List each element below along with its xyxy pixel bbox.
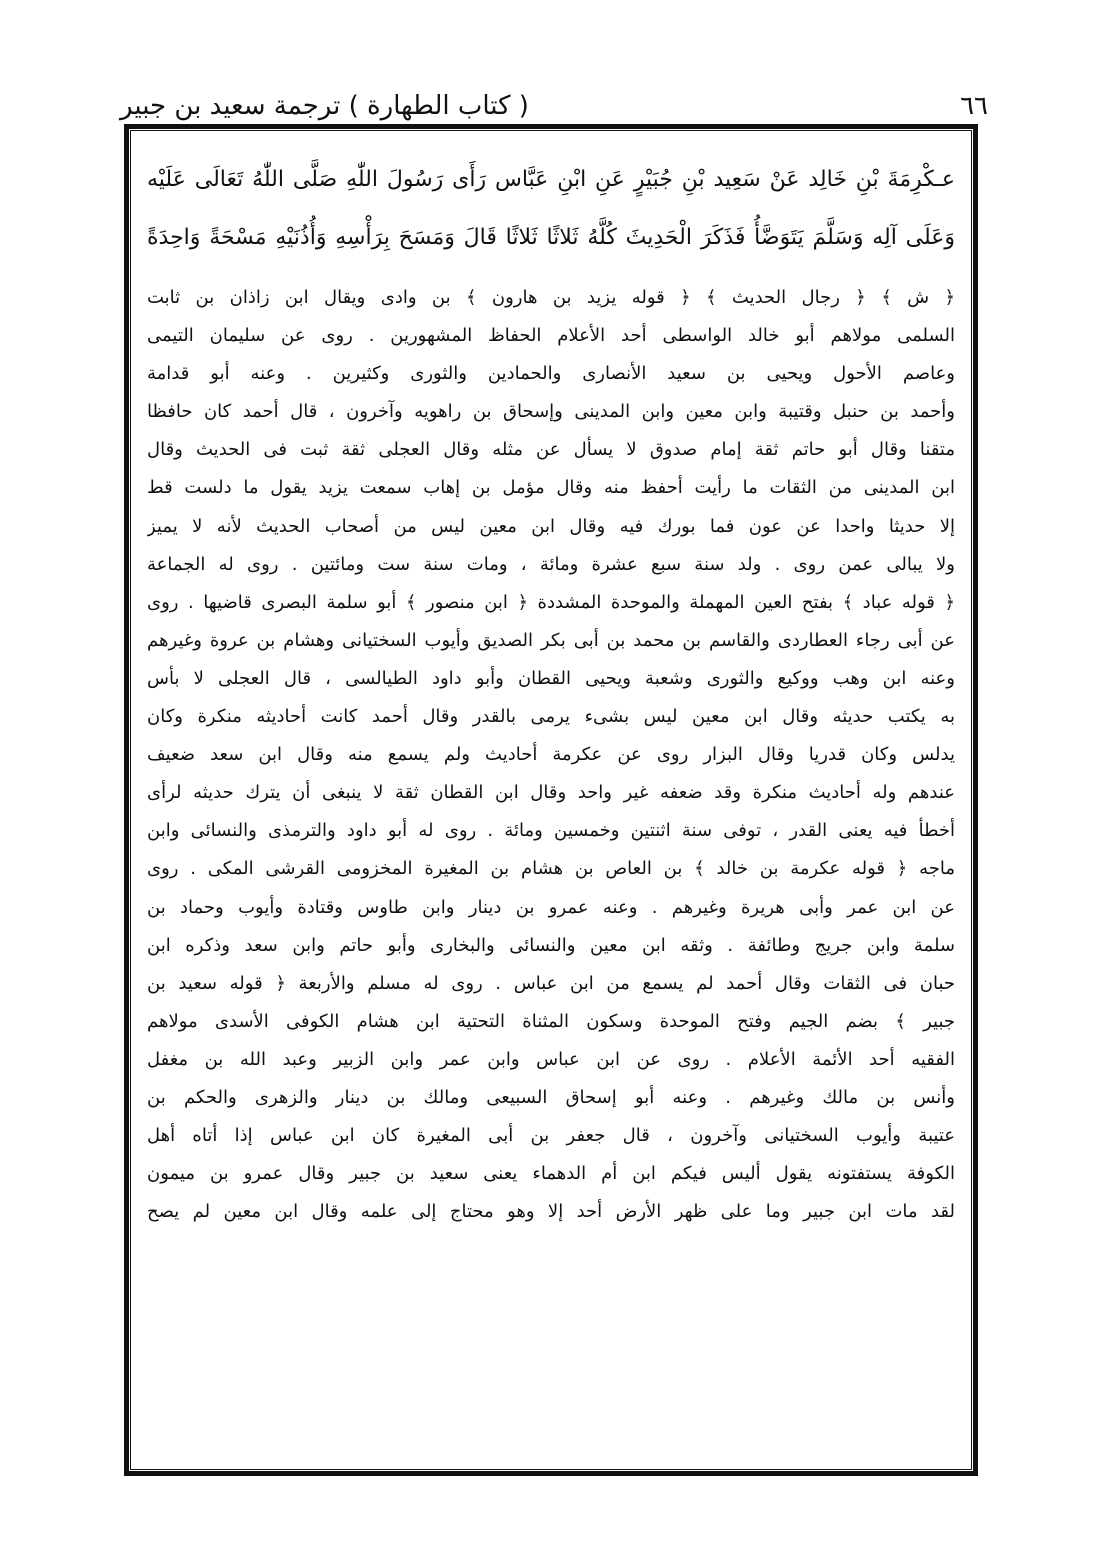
page-header [120,86,988,126]
commentary-line: سلمة وابن جريج وطائفة . وثقه ابن معين والنسائى والبخارى وأبو حاتم وابن سعد وذكره ابن [147,934,955,956]
commentary-line: لقد مات ابن جبير وما على ظهر الأرض أحد إلا وهو محتاج إلى علمه وقال ابن معين لم يصح [147,1201,955,1223]
commentary-line: وعاصم الأحول ويحيى بن سعيد الأنصارى والحمادين والثورى وكثيرين . وعنه أبو قدامة [147,363,955,385]
commentary-line: السلمى مولاهم أبو خالد الواسطى أحد الأعلام الحفاظ المشهورين . روى عن سليمان التيمى [147,325,955,347]
commentary-line: عندهم وله أحاديث منكرة وقد ضعفه غير واحد وقال ابن القطان ثقة لا ينبغى أن يترك حديثه لرأى [147,782,955,804]
page-number: ٦٦ [960,91,988,121]
hadith-text [147,151,955,267]
hadith-line: عـكْرِمَةَ بْنِ خَالِد عَنْ سَعِيد بْنِ جُبَيْرٍ عَنِ ابْنِ عَبَّاس رَأَى رَسُولَ اللّٰهِ صَلَّى اللّٰهُ تَعَالَى عَلَيْه [147,167,955,192]
commentary-line: جبير ﴾ بضم الجيم وفتح الموحدة وسكون المثناة التحتية ابن هشام الكوفى الأسدى مولاهم [147,1010,955,1032]
commentary-line: ماجه ﴿ قوله عكرمة بن خالد ﴾ بن العاص بن هشام بن المغيرة المخزومى القرشى المكى . روى [147,858,955,880]
hadith-line: وَعَلَى آلِه وَسَلَّمَ يَتَوَضَّأُ فَذَكَرَ الْحَدِيثَ كُلَّهُ ثَلاثًا ثَلاثًا قَالَ وَمَسَحَ بِرَأْسِهِ وَأُذُنَيْهِ مَسْحَةً وَاحِدَةً [147,225,955,250]
commentary-line: وأنس بن مالك وغيرهم . وعنه أبو إسحاق السبيعى ومالك بن دينار والزهرى والحكم بن [147,1086,955,1108]
commentary-line: عتيبة وأيوب السختيانى وآخرون ، قال جعفر بن أبى المغيرة كان ابن عباس إذا أتاه أهل [147,1125,955,1147]
commentary-line: يدلس وكان قدريا وقال البزار روى عن عكرمة أحاديث ولم يسمع منه وقال ابن سعد ضعيف [147,744,955,766]
commentary-line: ﴿ قوله عباد ﴾ بفتح العين المهملة والموحدة المشددة ﴿ ابن منصور ﴾ أبو سلمة البصرى قاضيها . روى [147,591,955,613]
commentary-line: إلا حديثا واحدا عن عون فما بورك فيه وقال ابن معين ليس من أصحاب الحديث لأنه لا يميز [147,515,955,537]
commentary-line: حبان فى الثقات وقال أحمد لم يسمع من ابن عباس . روى له مسلم والأربعة ﴿ قوله سعيد بن [147,972,955,994]
running-title: ( كتاب الطهارة ) ترجمة سعيد بن جبير [120,91,529,121]
commentary-line: ولا يبالى عمن روى . ولد سنة سبع عشرة ومائة ، ومات سنة ست ومائتين . روى له الجماعة [147,553,955,575]
commentary-line: ابن المدينى من الثقات ما رأيت أحفظ منه وقال مؤمل بن إهاب سمعت يزيد يقول ما دلست قط [147,477,955,499]
commentary-line: عن ابن عمر وأبى هريرة وغيرهم . وعنه عمرو بن دينار وابن طاوس وقتادة وأيوب وحماد بن [147,896,955,918]
commentary-line: وأحمد بن حنبل وقتيبة وابن معين وابن المدينى وإسحاق بن راهويه وآخرون ، قال أحمد كان حافظا [147,401,955,423]
commentary-line: عن أبى رجاء العطاردى والقاسم بن محمد بن أبى بكر الصديق وأيوب السختيانى وهشام بن عروة وغيرهم [147,629,955,651]
commentary-line: الكوفة يستفتونه يقول أليس فيكم ابن أم الدهماء يعنى سعيد بن جبير وقال عمرو بن ميمون [147,1163,955,1185]
commentary-line: أخطأ فيه يعنى القدر ، توفى سنة اثنتين وخمسين ومائة . روى له أبو داود والترمذى والنسائى وابن [147,820,955,842]
commentary-line: وعنه ابن وهب ووكيع والثورى وشعبة ويحيى القطان وأبو داود الطيالسى ، قال العجلى لا بأس [147,667,955,689]
commentary-line: ﴿ ش ﴾ ﴿ رجال الحديث ﴾ ﴿ قوله يزيد بن هارون ﴾ بن وادى ويقال ابن زاذان بن ثابت [147,287,955,308]
commentary-line: متقنا وقال أبو حاتم ثقة إمام صدوق لا يسأل عن مثله وقال العجلى ثقة ثبت فى الحديث وقال [147,439,955,461]
commentary-text [147,279,955,1231]
commentary-line: الفقيه أحد الأئمة الأعلام . روى عن ابن عباس وابن عمر وابن الزبير وعبد الله بن مغفل [147,1048,955,1070]
page-border-inner [130,130,972,1470]
commentary-line: به يكتب حديثه وقال ابن معين ليس بشىء يرمى بالقدر وقال أحمد كانت أحاديثه منكرة وكان [147,706,955,728]
